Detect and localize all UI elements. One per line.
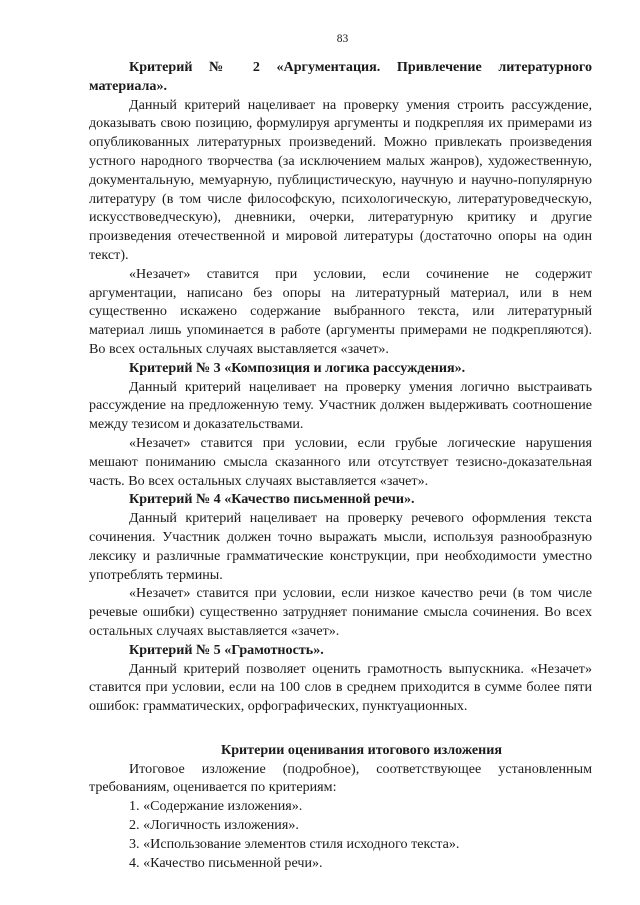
- presentation-criteria-intro: Итоговое изложение (подробное), соответствующее установленным требованиям, оценивается по критериям:: [89, 760, 592, 796]
- criterion-4-heading: Критерий № 4 «Качество письменной речи».: [129, 491, 415, 508]
- criterion-5-heading: Критерий № 5 «Грамотность».: [129, 641, 324, 658]
- criterion-2-heading: Критерий № 2 «Аргументация. Привлечение литературного материала».: [89, 59, 592, 94]
- criterion-4-description: Данный критерий нацеливает на проверку речевого оформления текста сочинения. Участник должен точно выражать мысли, используя разнообразную лексику и различные грамматические конструкции, при необходимости уместно употреблять термины.: [89, 510, 592, 583]
- criterion-3-description: Данный критерий нацеливает на проверку умения логично выстраивать рассуждение на предложенную тему. Участник должен выдерживать соотношение между тезисом и доказательствами.: [89, 378, 592, 433]
- criterion-5-description: Данный критерий позволяет оценить грамотность выпускника. «Незачет» ставится при условии, если на 100 слов в среднем приходится в сумме более пяти ошибок: грамматических, орфографических, пунктуационных.: [89, 660, 592, 715]
- list-item: 1. «Содержание изложения».: [129, 798, 303, 815]
- criterion-2-description: Данный критерий нацеливает на проверку умения строить рассуждение, доказывать свою позицию, формулируя аргументы и подкрепляя их примерами из опубликованных литературных произведений. Можно привлекать произведения устного народного творчества (за исключением малых жанров), художественную, документальную, мемуарную, публицистическую, научную и научно-популярную литературу (в том числе философскую, психологическую, литературоведческую, искусствоведческую), дневники, очерки, литературную критику и другие произведения отечественной и мировой литературы (достаточно опоры на один текст).: [89, 96, 592, 263]
- criterion-3-heading: Критерий № 3 «Композиция и логика рассуждения».: [129, 359, 466, 376]
- list-item: 3. «Использование элементов стиля исходного текста».: [129, 835, 460, 852]
- list-item: 4. «Качество письменной речи».: [129, 854, 323, 871]
- criterion-4-fail-rule: «Незачет» ставится при условии, если низкое качество речи (в том числе речевые ошибки) существенно затрудняет понимание смысла сочинения. Во всех остальных случаях выставляется «зачет».: [89, 585, 592, 639]
- list-item: 2. «Логичность изложения».: [129, 817, 299, 834]
- criterion-3-fail-rule: «Незачет» ставится при условии, если грубые логические нарушения мешают пониманию смысла сказанного или отсутствует тезисно-доказательная часть. Во всех остальных случаях выставляется «зачет».: [89, 434, 592, 489]
- document-body: [89, 58, 592, 872]
- criterion-2-fail-rule: «Незачет» ставится при условии, если сочинение не содержит аргументации, написано без опоры на литературный материал, или в нем существенно искажено содержание выбранного текста, или литературный материал лишь упоминается в работе (аргументы примерами не подкрепляются). Во всех остальных случаях выставляется «зачет».: [89, 265, 592, 357]
- page-number: 83: [336, 33, 349, 45]
- presentation-criteria-title: Критерии оценивания итогового изложения: [220, 741, 503, 758]
